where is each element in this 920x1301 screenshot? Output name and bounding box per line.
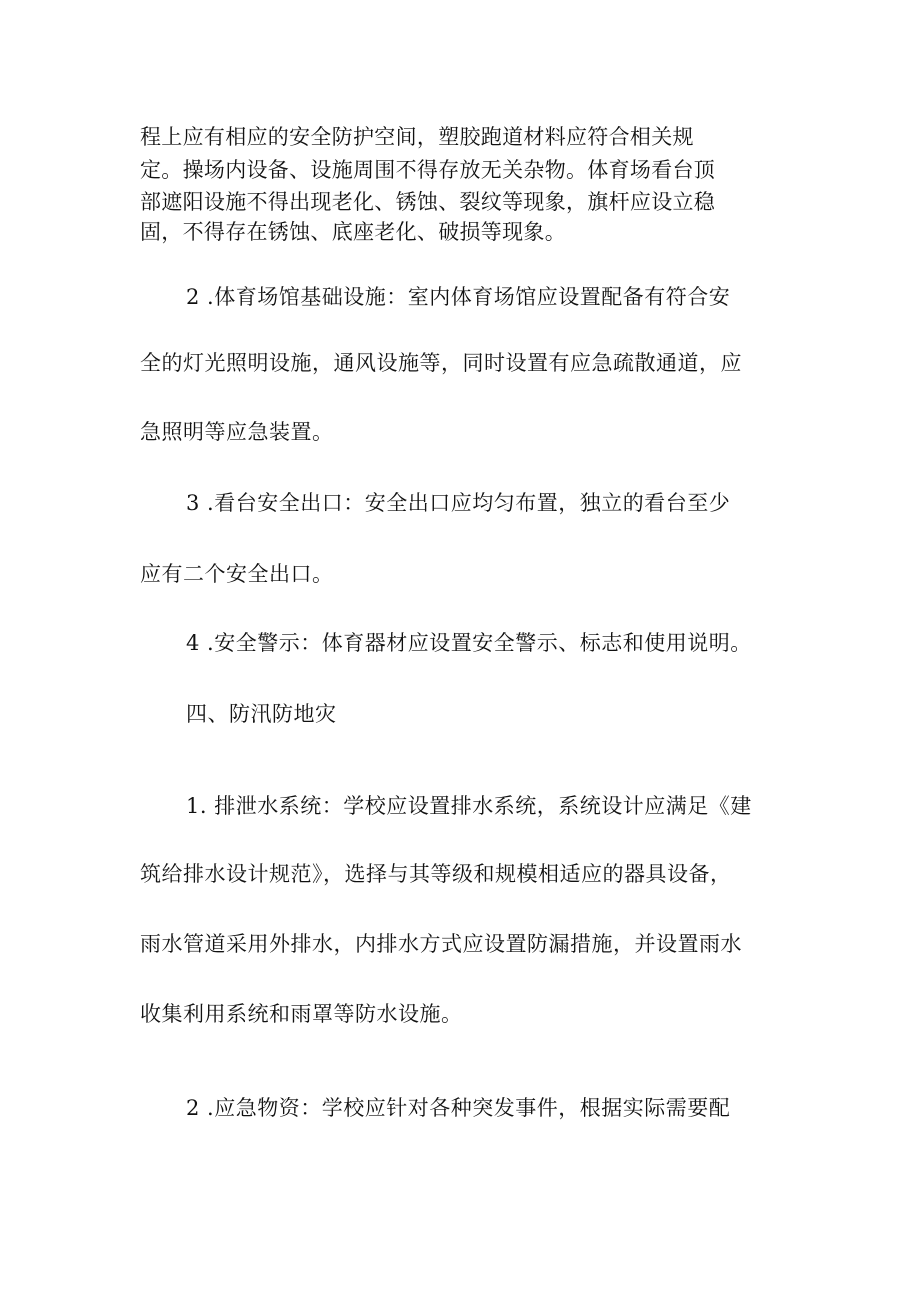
list-item-3-line: 3 .看台安全出口：安全出口应均匀布置，独立的看台至少 [186, 491, 731, 515]
list-item-1-line: 1. 排泄水系统：学校应设置排水系统，系统设计应满足《建 [186, 794, 752, 818]
list-item-2-line: 2 .体育场馆基础设施：室内体育场馆应设置配备有符合安 [186, 285, 731, 309]
paragraph-line: 部遮阳设施不得出现老化、锈蚀、裂纹等现象，旗杆应设立稳 [140, 190, 716, 214]
section-heading: 四、防汛防地灾 [186, 702, 337, 726]
list-item-2-line: 2 .应急物资：学校应针对各种突发事件，根据实际需要配 [186, 1096, 731, 1120]
paragraph-line: 程上应有相应的安全防护空间，塑胶跑道材料应符合相关规 [140, 125, 694, 149]
list-item-4-line: 4 .安全警示：体育器材应设置安全警示、标志和使用说明。 [186, 631, 752, 655]
paragraph-line: 定。操场内设备、设施周围不得存放无关杂物。体育场看台顶 [140, 158, 716, 182]
paragraph-line: 雨水管道采用外排水，内排水方式应设置防漏措施，并设置雨水 [140, 932, 742, 956]
paragraph-line: 急照明等应急装置。 [140, 420, 334, 444]
paragraph-line: 收集利用系统和雨罩等防水设施。 [140, 1002, 463, 1026]
paragraph-line: 应有二个安全出口。 [140, 562, 334, 586]
paragraph-line: 全的灯光照明设施，通风设施等，同时设置有应急疏散通道，应 [140, 351, 742, 375]
paragraph-line: 固，不得存在锈蚀、底座老化、破损等现象。 [140, 220, 566, 244]
paragraph-line: 筑给排水设计规范》，选择与其等级和规模相适应的器具设备， [140, 862, 732, 886]
